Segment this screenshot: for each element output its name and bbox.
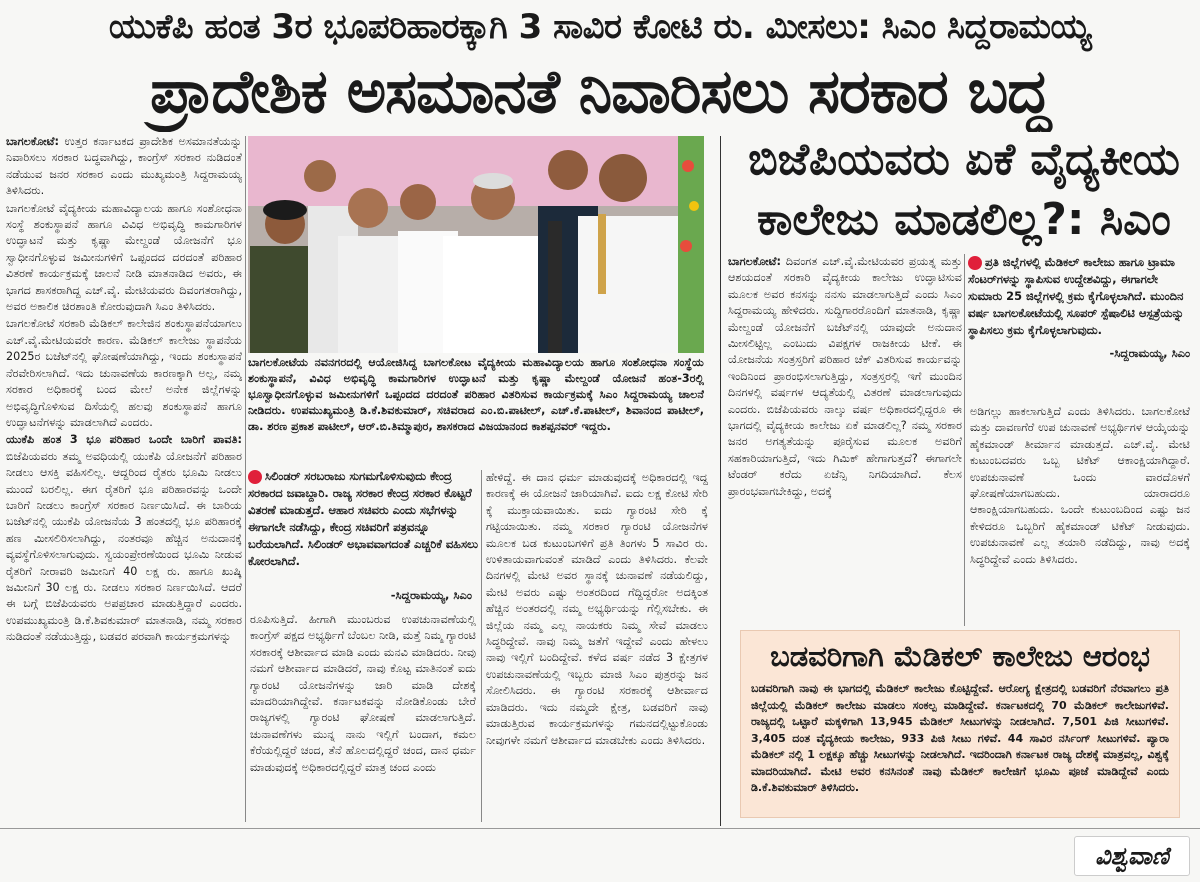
- quote-drop-icon: [248, 470, 262, 484]
- paragraph-lower-left: ರೂಪಿಸುತ್ತಿದೆ. ಹೀಗಾಗಿ ಮುಂಬರುವ ಉಪಚುನಾವಣೆಯಲ್ಲಿ ಕಾಂಗ್ರೆಸ್ ಪಕ್ಷದ ಅಭ್ಯರ್ಥಿಗೆ ಬೆಂಬಲ ನೀಡಿ, ಮತ್ತೆ ನಿಮ್ಮ ಗ್ಯಾರಂಟಿ ಸರಕಾರಕ್ಕೆ ಆಶೀರ್ವಾದ ಮಾಡಿ ಎಂದು ಮನವಿ ಮಾಡಿದರು. ನೀವು ನಮಗೆ ಆಶೀರ್ವಾದ ಮಾಡಿದರೆ, ನಾವು ಕೊಟ್ಟ ಮಾತಿನಂತೆ ಐದು ಗ್ಯಾರಂಟಿ ಯೋಜನೆಗಳನ್ನು ಜಾರಿ ಮಾಡಿ ದೇಶಕ್ಕೆ ಮಾದರಿಯಾಗಿದ್ದೇವೆ. ಕರ್ನಾಟಕವನ್ನು ನೋಡಿಕೊಂಡು ಬೇರೆ ರಾಜ್ಯಗಳಲ್ಲಿ ಗ್ಯಾರಂಟಿ ಘೋಷಣೆ ಮಾಡಲಾಗುತ್ತಿದೆ. ಚುನಾವಣೆಗಳು ಮುನ್ನ ನಾನು ಇಲ್ಲಿಗೆ ಬಂದಾಗ, ಕಮಲ ಕೆರೆಯಲ್ಲಿದ್ದರೆ ಚಂದ, ತೆನೆ ಹೊಲದಲ್ಲಿದ್ದರೆ ಚಂದ, ದಾನ ಧರ್ಮ ಮಾಡುವುದಕ್ಕೆ ಅಧಿಕಾರದಲ್ಲಿದ್ದರೆ ಮಾತ್ರ ಚಂದ ಎಂದು: [250, 613, 476, 774]
- quote-drop-icon: [968, 256, 982, 270]
- news-photo: [248, 136, 704, 353]
- photo-caption: ಬಾಗಲಕೋಟೆಯ ನವನಗರದಲ್ಲಿ ಆಯೋಜಿಸಿದ್ದ ಬಾಗಲಕೋಟ ವೈದ್ಯಕೀಯ ಮಹಾವಿದ್ಯಾಲಯ ಹಾಗೂ ಸಂಶೋಧನಾ ಸಂಸ್ಥೆಯ ಶಂಕುಸ್ಥಾಪನೆ, ವಿವಿಧ ಅಭಿವೃದ್ಧಿ ಕಾಮಗಾರಿಗಳ ಉದ್ಘಾಟನೆ ಮತ್ತು ಕೃಷ್ಣಾ ಮೇಲ್ದಂಡೆ ಯೋಜನೆ ಹಂತ-3ರಲ್ಲಿ ಭೂಸ್ವಾಧೀನಗೊಳ್ಳುವ ಜಮೀನುಗಳಿಗೆ ಒಪ್ಪಂದದ ದರದಂತೆ ಪರಿಹಾರ ವಿತರಿಸುವ ಕಾರ್ಯಕ್ರಮಕ್ಕೆ ಸಿಎಂ ಸಿದ್ದರಾಮಯ್ಯ ಚಾಲನೆ ನೀಡಿದರು. ಉಪಮುಖ್ಯಮಂತ್ರಿ ಡಿ.ಕೆ.ಶಿವಕುಮಾರ್, ಸಚಿವರಾದ ಎಂ.ಬಿ.ಪಾಟೀಲ್, ಎಚ್.ಕೆ.ಪಾಟೀಲ್, ಶಿವಾನಂದ ಪಾಟೀಲ್, ಡಾ. ಶರಣ ಪ್ರಕಾಶ ಪಾಟೀಲ್, ಆರ್.ಬಿ.ತಿಮ್ಮಾಪುರ, ಶಾಸಕರಾದ ವಿಜಯಾನಂದ ಕಾಶಪ್ಪನವರ್ ಇದ್ದರು.: [248, 356, 704, 433]
- column-divider: [245, 136, 246, 822]
- side-pull-quote-text: ಪ್ರತಿ ಜಿಲ್ಲೆಗಳಲ್ಲಿ ಮೆಡಿಕಲ್ ಕಾಲೇಜು ಹಾಗೂ ಟ್ರಾಮಾ ಸೆಂಟರ್‌ಗಳನ್ನು ಸ್ಥಾಪಿಸುವ ಉದ್ದೇಶವಿದ್ದು, ಈಗಾಗಲೇ ಸುಮಾರು 25 ಜಿಲ್ಲೆಗಳಲ್ಲಿ ಕ್ರಮ ಕೈಗೊಳ್ಳಲಾಗಿದೆ. ಮುಂದಿನ ವರ್ಷ ಬಾಗಲಕೋಟೆಯಲ್ಲಿ ಸೂಪರ್ ಸ್ಪೆಷಾಲಿಟಿ ಆಸ್ಪತ್ರೆಯನ್ನು ಸ್ಥಾಪಿಸಲು ಕ್ರಮ ಕೈಗೊಳ್ಳಲಾಗುವುದು.: [968, 255, 1184, 337]
- newspaper-logo: ವಿಶ್ವವಾಣಿ: [1074, 836, 1190, 876]
- pull-quote-author: -ಸಿದ್ದರಾಮಯ್ಯ, ಸಿಎಂ: [390, 588, 472, 602]
- sub-headline: ಯುಕೆಪಿ ಹಂತ 3 ಭೂ ಪರಿಹಾರ ಒಂದೇ ಬಾರಿಗೆ ಪಾವತಿ:: [6, 433, 242, 447]
- middle-column: [486, 470, 708, 824]
- side-dateline: ಬಾಗಲಕೋಟೆ:: [728, 255, 781, 268]
- kicker-headline: ಯುಕೆಪಿ ಹಂತ 3ರ ಭೂಪರಿಹಾರಕ್ಕಾಗಿ 3 ಸಾವಿರ ಕೋಟಿ ರು. ಮೀಸಲು: ಸಿಎಂ ಸಿದ್ದರಾಮಯ್ಯ: [108, 7, 1092, 47]
- paragraph-4: ಬಿಜೆಪಿಯವರು ತಮ್ಮ ಅವಧಿಯಲ್ಲಿ ಯುಕೆಪಿ ಯೋಜನೆಗೆ ಪರಿಹಾರ ನೀಡಲು ಆಸಕ್ತಿ ವಹಿಸಲಿಲ್ಲ. ಆದ್ದರಿಂದ ರೈತರು ಭೂಮಿ ನೀಡಲು ಮುಂದೆ ಬರಲಿಲ್ಲ. ಈಗ ರೈತರಿಗೆ ಭೂ ಪರಿಹಾರವನ್ನು ಒಂದೇ ಬಾರಿಗೆ ನೀಡಲು ಕಾಂಗ್ರೆಸ್ ಸರಕಾರ ನಿರ್ಣಯಿಸಿದೆ. ಈ ಬಾರಿಯ ಬಜೆಟ್‌ನಲ್ಲಿ ಯುಕೆಪಿ ಯೋಜನೆಯ 3 ಹಂತದಲ್ಲಿ ಭೂ ಪರಿಹಾರಕ್ಕೆ ಹಣ ಮೀಸಲಿರಿಸಲಾಗಿದ್ದು, ನಂತರವೂ ಹೆಚ್ಚಿನ ಅನುದಾನಕ್ಕೆ ವ್ಯವಸ್ಥೆಗೊಳಿಸಲಾಗುವುದು. ಸ್ವಯಂಪ್ರೇರಣೆಯಿಂದ ಭೂಮಿ ನೀಡುವ ರೈತರಿಗೆ ನೀರಾವರಿ ಜಮೀನಿಗೆ 40 ಲಕ್ಷ ರು. ಹಾಗೂ ಖುಷ್ಕಿ ಜಮೀನಿಗೆ 30 ಲಕ್ಷ ರು. ನೀಡಲು ಸರಕಾರ ನಿರ್ಣಯಿಸಿದೆ. ಆದರೆ ಈ ಬಗ್ಗೆ ಬಿಜೆಪಿಯವರು ಅಪಪ್ರಚಾರ ಮಾಡುತ್ತಿದ್ದಾರೆ ಎಂದರು. ಉಪಮುಖ್ಯಮಂತ್ರಿ ಡಿ.ಕೆ.ಶಿವಕುಮಾರ್ ಮಾತನಾಡಿ, ನಮ್ಮ ಸರಕಾರ ನುಡಿದಂತೆ ನಡೆಯುತ್ತಿದ್ದು, ಬಡವರ ಪರವಾಗಿ ಕಾರ್ಯಕ್ರಮಗಳನ್ನು: [6, 449, 242, 644]
- side-headline-line-1: ಬಿಜೆಪಿಯವರು ಏಕೆ ವೈದ್ಯಕೀಯ: [748, 134, 1180, 185]
- box-story-body: ಬಡವರಿಗಾಗಿ ನಾವು ಈ ಭಾಗದಲ್ಲಿ ಮೆಡಿಕಲ್ ಕಾಲೇಜು ಕೊಟ್ಟಿದ್ದೇವೆ. ಆರೋಗ್ಯ ಕ್ಷೇತ್ರದಲ್ಲಿ ಬಡವರಿಗೆ ನೆರವಾಗಲು ಪ್ರತಿ ಜಿಲ್ಲೆಯಲ್ಲಿ ಮೆಡಿಕಲ್ ಕಾಲೇಜು ಮಾಡಲು ಸಂಕಲ್ಪ ಮಾಡಿದ್ದೇವೆ. ಕರ್ನಾಟಕದಲ್ಲಿ 70 ಮೆಡಿಕಲ್ ಕಾಲೇಜುಗಳಿವೆ. ರಾಜ್ಯದಲ್ಲಿ ಒಟ್ಟಾರೆ ಮಕ್ಕಳಿಗಾಗಿ 13,945 ಮೆಡಿಕಲ್ ಸೀಟುಗಳನ್ನು ನೀಡಲಾಗಿದೆ. 7,501 ಪಿಜಿ ಸೀಟುಗಳಿವೆ. 3,405 ದಂತ ವೈದ್ಯಕೀಯ ಕಾಲೇಜು, 933 ಪಿಜಿ ಸೀಟು ಗಳಿವೆ. 44 ಸಾವಿರ ನರ್ಸಿಂಗ್ ಸೀಟುಗಳಿವೆ. ಪ್ಯಾರಾ ಮೆಡಿಕಲ್ ನಲ್ಲಿ 1 ಲಕ್ಷಕ್ಕೂ ಹೆಚ್ಚು ಸೀಟುಗಳನ್ನು ನೀಡಲಾಗಿದೆ. ಇದರಿಂದಾಗಿ ಕರ್ನಾಟಕ ರಾಜ್ಯ ದೇಶಕ್ಕೆ ಮಾತ್ರವಲ್ಲ, ವಿಶ್ವಕ್ಕೆ ಮಾದರಿಯಾಗಿದೆ. ಮೇಟಿ ಅವರ ಕನಸಿನಂತೆ ನಾವು ಮೆಡಿಕಲ್ ಕಾಲೇಜಿಗೆ ಭೂಮಿ ಪೂಜೆ ಮಾಡಿದ್ದೇವೆ ಎಂದು ಡಿ.ಕೆ.ಶಿವಕುಮಾರ್ ತಿಳಿಸಿದರು.: [751, 682, 1169, 794]
- paragraph-2: ಬಾಗಲಕೋಟೆ ವೈದ್ಯಕೀಯ ಮಹಾವಿದ್ಯಾಲಯ ಹಾಗೂ ಸಂಶೋಧನಾ ಸಂಸ್ಥೆ ಶಂಕುಸ್ಥಾಪನೆ ಹಾಗೂ ವಿವಿಧ ಅಭಿವೃದ್ಧಿ ಕಾಮಗಾರಿಗಳ ಉದ್ಘಾಟನೆ ಮತ್ತು ಕೃಷ್ಣಾ ಮೇಲ್ದಂಡೆ ಯೋಜನೆಗೆ ಭೂ ಸ್ವಾಧೀನಗೊಳ್ಳುವ ಜಮೀನುಗಳಿಗೆ ಒಪ್ಪಂದದ ದರದಂತೆ ಪರಿಹಾರ ವಿತರಣೆ ಕಾರ್ಯಕ್ರಮಕ್ಕೆ ಚಾಲನೆ ನೀಡಿ ಮಾತನಾಡಿದ ಅವರು, ಈ ಭಾಗದ ಶಾಸಕರಾಗಿದ್ದ ಎಚ್.ವೈ. ಮೇಟಿಯವರು ದಿವಂಗತರಾಗಿದ್ದು, ಅವರ ಅಕಾಲಿಕ ಚಿರಶಾಂತಿ ಕೋರುವುದಾಗಿ ಸಿಎಂ ತಿಳಿಸಿದರು.: [6, 201, 242, 314]
- side-column-1: [728, 254, 962, 626]
- side-pull-quote: [968, 254, 1190, 394]
- section-divider: [720, 136, 721, 826]
- paragraph-1: ಉತ್ತರ ಕರ್ನಾಟಕದ ಪ್ರಾದೇಶಿಕ ಅಸಮಾನತೆಯನ್ನು ನಿವಾರಿಸಲು ಸರಕಾರ ಬದ್ಧವಾಗಿದ್ದು, ಕಾಂಗ್ರೆಸ್ ಸರಕಾರ ನುಡಿದಂತೆ ನಡೆಯುವ ಜನರ ಸರಕಾರ ಎಂದು ಮುಖ್ಯಮಂತ್ರಿ ಸಿದ್ದರಾಮಯ್ಯ ತಿಳಿಸಿದರು.: [6, 135, 242, 198]
- paragraph-3: ಬಾಗಲಕೋಟೆ ಸರಕಾರಿ ಮೆಡಿಕಲ್ ಕಾಲೇಜಿನ ಶಂಕುಸ್ಥಾಪನೆಯಾಗಲು ಎಚ್.ವೈ.ಮೇಟಿಯವರೇ ಕಾರಣ. ಮೆಡಿಕಲ್ ಕಾಲೇಜು ಸ್ಥಾಪನೆಯ 2025ರ ಬಜೆಟ್‌ನಲ್ಲಿ ಘೋಷಣೆಯಾಗಿದ್ದು, ಇಂದು ಶಂಕುಸ್ಥಾಪನೆ ನೆರವೇರಿಸಲಾಗಿದೆ. ಇದು ಚುನಾವಣೆಯ ಕಾರಣಕ್ಕಾಗಿ ಅಲ್ಲ, ನಮ್ಮ ಸರಕಾರ ಅಧಿಕಾರಕ್ಕೆ ಬಂದ ಮೇಲೆ ಅನೇಕ ಜಿಲ್ಲೆಗಳನ್ನು ಅಭಿವೃದ್ಧಿಗೊಳಿಸುವ ದಿಸೆಯಲ್ಲಿ ಹಲವು ಶಂಕುಸ್ಥಾಪನೆ ಹಾಗೂ ಉದ್ಘಾಟನೆಗಳನ್ನು ಮಾಡಲಾಗಿದೆ ಎಂದರು.: [6, 317, 242, 429]
- side-headline-line-2: ಕಾಲೇಜು ಮಾಡಲಿಲ್ಲ?: ಸಿಎಂ: [757, 194, 1171, 245]
- paragraph-middle: ಹೇಳಿದ್ದೆ. ಈ ದಾನ ಧರ್ಮ ಮಾಡುವುದಕ್ಕೆ ಅಧಿಕಾರದಲ್ಲಿ ಇದ್ದ ಕಾರಣಕ್ಕೆ ಈ ಯೋಜನೆ ಜಾರಿಯಾಗಿವೆ. ಐದು ಲಕ್ಷ ಕೋಟಿ ಸೇರಿ ಕ್ಕೆ ಮುಕ್ತಾಯವಾಯಿತು. ಐದು ಗ್ಯಾರಂಟಿ ಸೇರಿ ಕ್ಕೆ ಗಟ್ಟಿಯಾಯಿತು. ನಮ್ಮ ಸರಕಾರ ಗ್ಯಾರಂಟಿ ಯೋಜನೆಗಳ ಮೂಲಕ ಬಡ ಕುಟುಂಬಗಳಿಗೆ ಪ್ರತಿ ತಿಂಗಳು 5 ಸಾವಿರ ರು. ಉಳಿತಾಯವಾಗುವಂತೆ ಮಾಡಿದೆ ಎಂದು ತಿಳಿಸಿದರು. ಕೆಲವೇ ದಿನಗಳಲ್ಲಿ ಮೇಟಿ ಅವರ ಸ್ಥಾನಕ್ಕೆ ಚುನಾವಣೆ ನಡೆಯಲಿದ್ದು, ಮೇಟಿ ಅವರು ಎಷ್ಟು ಅಂತರದಿಂದ ಗೆದ್ದಿದ್ದರೋ ಅದಕ್ಕಿಂತ ಹೆಚ್ಚಿನ ಅಂತರದಲ್ಲಿ ನಮ್ಮ ಅಭ್ಯರ್ಥಿಯನ್ನು ಗೆಲ್ಲಿಸಬೇಕು. ಈ ಜಿಲ್ಲೆಯ ನಮ್ಮ ಎಲ್ಲ ನಾಯಕರು ನಿಮ್ಮ ಸೇವೆ ಮಾಡಲು ಸಿದ್ಧರಿದ್ದೇವೆ. ನಾವು ನಿಮ್ಮ ಜತೆಗೆ ಇದ್ದೇವೆ ಎಂದು ಹೇಳಲು ನಾವು ಇಲ್ಲಿಗೆ ಬಂದಿದ್ದೇವೆ. ಕಳೆದ ವರ್ಷ ನಡೆದ 3 ಕ್ಷೇತ್ರಗಳ ಉಪಚುನಾವಣೆಯಲ್ಲಿ ಇಬ್ಬರು ಮಾಜಿ ಸಿಎಂ ಪುತ್ರರನ್ನು ಜನ ಸೋಲಿಸಿದರು. ಈ ಗ್ಯಾರಂಟಿ ಸರಕಾರಕ್ಕೆ ಆಶೀರ್ವಾದ ಮಾಡಿದರು. ಇದು ನಮ್ಮದೇ ಕ್ಷೇತ್ರ, ಬಡವರಿಗೆ ನಾವು ಮಾಡುತ್ತಿರುವ ಕಾರ್ಯಕ್ರಮಗಳನ್ನು ಗಮನದಲ್ಲಿಟ್ಟುಕೊಂಡು ನೀವುಗಳೇ ನಮಗೆ ಆಶೀರ್ವಾದ ಮಾಡಬೇಕು ಎಂದು ತಿಳಿಸಿದರು.: [486, 471, 708, 747]
- left-column: [6, 134, 242, 824]
- dateline: ಬಾಗಲಕೋಟೆ:: [6, 135, 59, 148]
- column-divider: [964, 254, 965, 626]
- side-column-2: [970, 404, 1190, 626]
- event-photo-illustration: [248, 136, 704, 353]
- pull-quote-text: ಸಿಲಿಂಡರ್ ಸರಬರಾಜು ಸುಗಮಗೊಳಿಸುವುದು ಕೇಂದ್ರ ಸರಕಾರದ ಜವಾಬ್ದಾರಿ. ರಾಜ್ಯ ಸರಕಾರ ಕೇಂದ್ರ ಸರಕಾರ ಕೊಟ್ಟರೆ ವಿತರಣೆ ಮಾಡುತ್ತದೆ. ಆಹಾರ ಸಚಿವರು ಎಂದು ಸಭೆಗಳನ್ನು ಈಗಾಗಲೇ ನಡೆಸಿದ್ದು, ಕೇಂದ್ರ ಸಚಿವರಿಗೆ ಪತ್ರವನ್ನೂ ಬರೆಯಲಾಗಿದೆ. ಸಿಲಿಂಡರ್ ಅಭಾವವಾಗದಂತೆ ಎಚ್ಚರಿಕೆ ವಹಿಸಲು ಕೋರಲಾಗಿದೆ.: [248, 469, 478, 568]
- main-headline: ಪ್ರಾದೇಶಿಕ ಅಸಮಾನತೆ ನಿವಾರಿಸಲು ಸರಕಾರ ಬದ್ಧ: [150, 57, 1050, 127]
- pull-quote: [248, 468, 478, 608]
- side-paragraph-1: ದಿವಂಗತ ಎಚ್.ವೈ.ಮೇಟಿಯವರ ಪ್ರಯತ್ನ ಮತ್ತು ಆಶಯದಂತೆ ಸರಕಾರಿ ವೈದ್ಯಕೀಯ ಕಾಲೇಜು ಉದ್ಘಾಟಿಸುವ ಮೂಲಕ ಅವರ ಕನಸನ್ನು ನನಸು ಮಾಡಲಾಗುತ್ತಿದೆ ಎಂದು ಸಿಎಂ ಸಿದ್ದರಾಮಯ್ಯ ಹೇಳಿದರು. ಸುದ್ದಿಗಾರರೊಂದಿಗೆ ಮಾತನಾಡಿ, ಕೃಷ್ಣಾ ಮೇಲ್ದಂಡೆ ಯೋಜನೆಗೆ ಬಜೆಟ್‌ನಲ್ಲಿ ಯಾವುದೇ ಅನುದಾನ ಮೀಸಲಿಟ್ಟಿಲ್ಲ ಎಂಬುದು ವಿಪಕ್ಷಗಳ ರಾಜಕೀಯ ಟೀಕೆ. ಈ ಯೋಜನೆಯ ಸಂತ್ರಸ್ತರಿಗೆ ಪರಿಹಾರ ಚೆಕ್ ವಿತರಿಸುವ ಕಾರ್ಯವನ್ನು ಇಂದಿನಿಂದ ಪ್ರಾರಂಭಿಸಲಾಗುತ್ತಿದ್ದು, ಸಂತ್ರಸ್ತರಲ್ಲಿ ಇಗೆ ಮುಂದಿನ ದಿನಗಳಲ್ಲಿ ವರ್ಷಗಳ ಆದ್ಯತೆಯಲ್ಲಿ ವಿತರಣೆ ಮಾಡಲಾಗುವುದು ಎಂದರು. ಬಿಜೆಪಿಯವರು ನಾಲ್ಕು ವರ್ಷ ಅಧಿಕಾರದಲ್ಲಿದ್ದರೂ ಈ ಭಾಗದಲ್ಲಿ ವೈದ್ಯಕೀಯ ಕಾಲೇಜು ಏಕೆ ಮಾಡಲಿಲ್ಲ? ನಮ್ಮ ಸರಕಾರ ಜನರ ಅಗತ್ಯತೆಯನ್ನು ಪೂರೈಸುವ ಮೂಲಕ ಅವರಿಗೆ ಸಹಕಾರಿಯಾಗುತ್ತಿದೆ, ಇದು ಗಿಮಿಕ್ ಹೇಗಾಗುತ್ತದೆ? ಈಗಾಗಲೇ ಟೆಂಡರ್ ಕರೆದು ಏಜೆನ್ಸಿ ನಿಗದಿಯಾಗಿದೆ. ಕೆಲಸ ಪ್ರಾರಂಭವಾಗಬೇಕಿದ್ದು, ಅದಕ್ಕೆ: [728, 255, 962, 498]
- column-divider: [481, 470, 482, 822]
- side-paragraph-2: ಅಡಿಗಲ್ಲು ಹಾಕಲಾಗುತ್ತಿದೆ ಎಂದು ತಿಳಿಸಿದರು. ಬಾಗಲಕೋಟೆ ಮತ್ತು ದಾವಣಗೆರೆ ಉಪ ಚುನಾವಣೆ ಅಭ್ಯರ್ಥಿಗಳ ಆಯ್ಕೆಯನ್ನು ಹೈಕಮಾಂಡ್ ತೀರ್ಮಾನ ಮಾಡುತ್ತದೆ. ಎಚ್.ವೈ. ಮೇಟಿ ಕುಟುಂಬದವರು ಒಬ್ಬ ಟಿಕೆಟ್ ಆಕಾಂಕ್ಷಿಯಾಗಿದ್ದಾರೆ. ಉಪಚುನಾವಣೆ ಒಂದು ವಾರದೊಳಗೆ ಘೋಷಣೆಯಾಗಬಹುದು. ಯಾರಾದರೂ ಆಕಾಂಕ್ಷಿಯಾಗಬಹುದು. ಒಂದೇ ಕುಟುಂಬದಿಂದ ಎಷ್ಟು ಜನ ಕೇಳಿದರೂ ಒಬ್ಬರಿಗೆ ಹೈಕಮಾಂಡ್ ಟಿಕೆಟ್ ನೀಡುವುದು. ಉಪಚುನಾವಣೆ ಎಲ್ಲ ತಯಾರಿ ನಡೆದಿದ್ದು, ನಾವು ಅದಕ್ಕೆ ಸಿದ್ಧರಿದ್ದೇವೆ ಎಂದು ತಿಳಿಸಿದರು.: [970, 405, 1190, 566]
- box-story-title: ಬಡವರಿಗಾಗಿ ಮೆಡಿಕಲ್ ಕಾಲೇಜು ಆರಂಭ: [770, 639, 1150, 673]
- side-pull-quote-author: -ಸಿದ್ದರಾಮಯ್ಯ, ಸಿಎಂ: [1109, 346, 1190, 360]
- footer-rule: [0, 828, 1200, 829]
- middle-left-column: [250, 612, 476, 824]
- box-story: [740, 630, 1180, 818]
- side-story-headline: [728, 130, 1200, 250]
